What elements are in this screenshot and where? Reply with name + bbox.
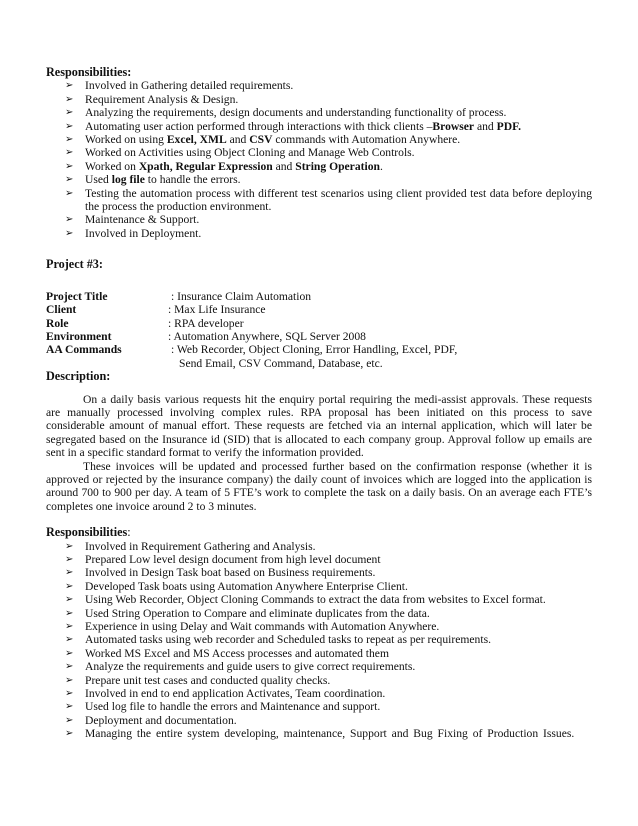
bold-term: log file (111, 173, 145, 187)
project-info-value: : Insurance Claim Automation (171, 289, 312, 303)
bold-term: CSV (249, 133, 273, 147)
project-heading: Project #3: (46, 257, 103, 272)
arrow-bullet-icon: ➢ (65, 661, 74, 673)
list-item (46, 79, 592, 92)
item-text: Worked on Activities using Object Cloning and Manage Web Controls. (85, 146, 415, 160)
list-item (46, 106, 592, 119)
bold-term: PDF. (496, 119, 521, 133)
bold-term: String Operation (295, 159, 380, 173)
list-item (46, 593, 592, 606)
project-info-row (46, 330, 581, 343)
item-text: Requirement Analysis & Design. (85, 92, 239, 106)
description-paragraph: On a daily basis various requests hit the enquiry portal requiring the medi-assist approvals. These requests are manually processed involving complex rules. RPA proposal has been initiated on this process to save considerable amount of manual effort. These requests are fetched via an internal application, which will later be segregated based on the Insurance id (SID) that is allocated to each company group. Approval follow up emails are sent in a specific standard format to verify the information provided. (46, 392, 592, 460)
arrow-bullet-icon: ➢ (65, 634, 74, 646)
heading-colon: : (127, 525, 131, 540)
item-text: Used String Operation to Compare and eliminate duplicates from the data. (85, 606, 430, 620)
item-text: and (272, 159, 296, 173)
item-text: Worked on (85, 159, 139, 173)
responsibilities-list (46, 79, 592, 240)
aa-commands-line1: : Web Recorder, Object Cloning, Error Handling, Excel, PDF, (171, 343, 458, 357)
project-info-row (46, 303, 581, 316)
arrow-bullet-icon: ➢ (65, 674, 74, 686)
item-text: Worked MS Excel and MS Access processes and automated them (85, 646, 389, 660)
project-info-table (46, 290, 581, 370)
arrow-bullet-icon: ➢ (65, 540, 74, 552)
arrow-bullet-icon: ➢ (65, 80, 74, 92)
arrow-bullet-icon: ➢ (65, 688, 74, 700)
project-info-row (46, 343, 581, 370)
item-text: Managing the entire system developing, maintenance, Support and Bug Fixing of Production Issues. (85, 727, 575, 741)
arrow-bullet-icon: ➢ (65, 147, 74, 159)
project-info-value: : Automation Anywhere, SQL Server 2008 (168, 329, 366, 343)
item-text: Involved in Requirement Gathering and Analysis. (85, 539, 316, 553)
item-text: and (474, 119, 497, 133)
list-item (46, 540, 592, 553)
item-text: Maintenance & Support. (85, 213, 200, 227)
arrow-bullet-icon: ➢ (65, 187, 74, 199)
arrow-bullet-icon: ➢ (65, 701, 74, 713)
item-text: Involved in Gathering detailed requirements. (85, 79, 294, 93)
project-info-key: Environment (46, 329, 112, 343)
list-item (46, 607, 592, 620)
item-text: Prepared Low level design document from high level document (85, 553, 381, 566)
item-text: Involved in Design Task boat based on Business requirements. (85, 566, 376, 580)
list-item (46, 187, 592, 214)
arrow-bullet-icon: ➢ (65, 93, 74, 105)
project-info-row (46, 290, 581, 303)
item-text: Used log file to handle the errors and Maintenance and support. (85, 700, 381, 714)
bold-term: Excel, XML (166, 133, 227, 147)
item-text: Experience in using Delay and Wait commands with Automation Anywhere. (85, 620, 440, 634)
item-text: Automating user action performed through interactions with thick clients – (85, 119, 433, 133)
item-text: Analyzing the requirements, design documents and understanding functionality of process. (85, 106, 507, 120)
item-text: Analyze the requirements and guide users to give correct requirements. (85, 660, 416, 674)
bold-term: Xpath, Regular Expression (138, 159, 273, 173)
item-text: Worked on using (85, 133, 167, 147)
arrow-bullet-icon: ➢ (65, 647, 74, 659)
list-item (46, 700, 592, 713)
item-text: Involved in end to end application Activates, Team coordination. (85, 687, 386, 701)
item-text: and (226, 133, 250, 147)
project-info-value: : RPA developer (168, 316, 244, 330)
list-item (46, 146, 592, 159)
item-text: Deployment and documentation. (85, 713, 237, 727)
item-text: . (379, 159, 383, 173)
description-paragraph: These invoices will be updated and processed further based on the confirmation response (whether it is approved or rejected by the insurance company) the daily count of invoices which are logged into the application is around 700 to 900 per day. A team of 5 FTE’s work to complete the task on a daily basis. On an average each FTE’s completes one invoice around 2 to 3 minutes. (46, 459, 592, 513)
list-item (46, 727, 592, 740)
project-info-value (168, 343, 581, 370)
list-item (46, 660, 592, 673)
item-text: Involved in Deployment. (85, 226, 202, 240)
description-heading: Description: (46, 369, 111, 384)
arrow-bullet-icon: ➢ (65, 107, 74, 119)
arrow-bullet-icon: ➢ (65, 607, 74, 619)
arrow-bullet-icon: ➢ (65, 594, 74, 606)
arrow-bullet-icon: ➢ (65, 714, 74, 726)
list-item (46, 133, 592, 146)
item-text: Developed Task boats using Automation Anywhere Enterprise Client. (85, 579, 408, 593)
responsibilities-heading: Responsibilities: (46, 65, 132, 79)
item-text: Prepare unit test cases and conducted quality checks. (85, 673, 331, 687)
arrow-bullet-icon: ➢ (65, 567, 74, 579)
resume-page (46, 66, 592, 741)
arrow-bullet-icon: ➢ (65, 728, 74, 740)
arrow-bullet-icon: ➢ (65, 621, 74, 633)
project-info-value: : Max Life Insurance (168, 303, 266, 317)
arrow-bullet-icon: ➢ (65, 160, 74, 172)
list-item (46, 647, 592, 660)
list-item (46, 93, 592, 106)
list-item (46, 674, 592, 687)
item-text: Automated tasks using web recorder and Scheduled tasks to repeat as per requirements. (85, 633, 491, 647)
item-text: to handle the errors. (144, 173, 241, 187)
item-text: Using Web Recorder, Object Cloning Commands to extract the data from websites to Excel format. (85, 593, 546, 607)
responsibilities-2-title: Responsibilities (46, 525, 128, 540)
project-info-key: AA Commands (46, 343, 122, 357)
list-item (46, 687, 592, 700)
project-info-key: Project Title (46, 289, 108, 303)
arrow-bullet-icon: ➢ (65, 554, 74, 565)
list-item (46, 566, 592, 579)
list-item (46, 553, 592, 566)
arrow-bullet-icon: ➢ (65, 227, 74, 239)
item-text: Testing the automation process with different test scenarios using client provided test data before deploying the process the production environment. (85, 186, 592, 214)
list-item (46, 227, 592, 240)
arrow-bullet-icon: ➢ (65, 580, 74, 592)
list-item (46, 580, 592, 593)
arrow-bullet-icon: ➢ (65, 174, 74, 186)
description-body (46, 393, 592, 514)
project-info-key: Client (46, 303, 77, 317)
project-info-key: Role (46, 316, 69, 330)
arrow-bullet-icon: ➢ (65, 120, 74, 132)
bold-term: Browser (432, 119, 475, 133)
list-item (46, 620, 592, 633)
list-item (46, 714, 592, 727)
arrow-bullet-icon: ➢ (65, 134, 74, 146)
list-item (46, 173, 592, 186)
responsibilities-2-list (46, 540, 592, 741)
arrow-bullet-icon: ➢ (65, 214, 74, 226)
item-text: Used (85, 173, 112, 187)
list-item (46, 213, 592, 226)
list-item (46, 120, 592, 133)
list-item (46, 160, 592, 173)
item-text: commands with Automation Anywhere. (272, 133, 461, 147)
project-info-row (46, 317, 581, 330)
aa-commands-line2: Send Email, CSV Command, Database, etc. (179, 356, 383, 370)
responsibilities-2-heading (46, 526, 592, 539)
list-item (46, 633, 592, 646)
